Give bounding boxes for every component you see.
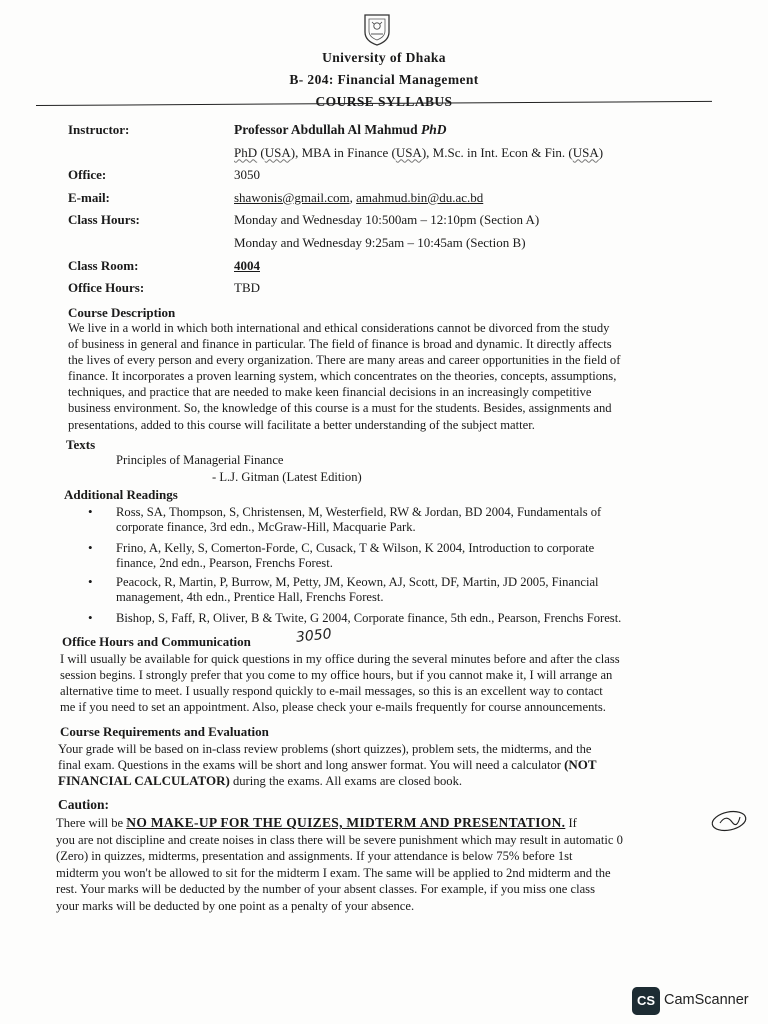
reading-line: corporate finance, 3rd edn., McGraw-Hill, Macquarie Park.: [116, 520, 416, 535]
university-name: University of Dhaka: [322, 50, 446, 65]
caution-line: your marks will be deducted by one point as a penalty of your absence.: [56, 898, 415, 913]
paragraph-line: me if you need to set an appointment. Also, please check your e-mails frequently for course announcements.: [60, 700, 606, 715]
office-label: Office:: [68, 167, 107, 183]
office-row: [68, 167, 688, 190]
course-requirements-text: [58, 741, 718, 789]
instructor-row: [68, 122, 688, 145]
bullet-icon: •: [88, 540, 93, 555]
bullet-icon: •: [88, 574, 93, 589]
course-code-title: B- 204: Financial Management: [289, 72, 479, 87]
email-label: E-mail:: [68, 189, 110, 205]
office-hours-communication-text: [60, 651, 720, 715]
class-hours-row: [68, 212, 688, 235]
class-room-row: [68, 258, 688, 281]
class-hours-section-a: Monday and Wednesday 10:500am – 12:10pm (Section A): [234, 212, 540, 228]
email-values: shawonis@gmail.com, amahmud.bin@du.ac.bd: [234, 189, 484, 205]
office-hours-value: TBD: [234, 280, 260, 296]
instructor-label: Instructor:: [68, 122, 130, 137]
paragraph-line: presentations, added to this course will facilitate a better understanding of the subject matter.: [68, 417, 535, 432]
paragraph-line: final exam. Questions in the exams will be short and long answer format. You will need a calculator (NOT: [58, 757, 597, 773]
reading-line: Peacock, R, Martin, P, Burrow, M, Petty, JM, Keown, AJ, Scott, DF, Martin, JD 2005, Financial: [116, 575, 599, 589]
university-crest-icon: [362, 12, 392, 46]
document-title: COURSE SYLLABUS: [315, 94, 453, 109]
reading-line: finance, 2nd edn., Pearson, Frenchs Forest.: [116, 556, 333, 571]
textbook-author: - L.J. Gitman (Latest Edition): [212, 470, 362, 484]
paragraph-line: Your grade will be based on in-class review problems (short quizzes), problem sets, the midterms, and the: [58, 742, 592, 756]
class-room-label: Class Room:: [68, 257, 139, 273]
paragraph-line: business environment. So, the knowledge of this course is a must for the students. Besides, assignments and: [68, 401, 612, 416]
handwritten-note: 3050: [295, 626, 333, 646]
bullet-icon: •: [88, 504, 93, 519]
reading-line: Bishop, S, Faff, R, Oliver, B & Twite, G 2004, Corporate finance, 5th edn., Pearson, Frenchs Forest.: [116, 611, 622, 625]
reading-line: Frino, A, Kelly, S, Comerton-Forde, C, Cusack, T & Wilson, K 2004, Introduction to corporate: [116, 541, 595, 555]
no-makeup-notice: NO MAKE-UP FOR THE QUIZES, MIDTERM AND PRESENTATION.: [126, 815, 566, 830]
caution-line: (Zero) in quizzes, midterms, presentation and assignments. If your attendance is below 75% before 1st: [56, 849, 573, 863]
paragraph-line: alternative time to meet. I usually respond quickly to e-mail messages, so this is an excellent way to contact: [60, 684, 603, 699]
paragraph-line: techniques, and practice that are needed to make keen financial decisions in an increasingly competitive: [68, 385, 592, 400]
caution-heading: Caution:: [58, 797, 110, 812]
email-link-gmail[interactable]: shawonis@gmail.com: [234, 189, 350, 205]
reading-line: management, 4th edn., Prentice Hall, Frenchs Forest.: [116, 590, 384, 605]
handwritten-circle-mark-icon: [706, 809, 750, 833]
course-requirements-heading: Course Requirements and Evaluation: [60, 724, 269, 739]
office-hours-communication-heading: Office Hours and Communication: [62, 634, 251, 649]
caution-line: rest. Your marks will be deducted by the number of your absent classes. For example, if you miss one class: [56, 882, 595, 896]
paragraph-line: the lives of every person and every organization. There are many areas and career opportunities in the field of: [68, 353, 621, 368]
paragraph-line: FINANCIAL CALCULATOR) during the exams. All exams are closed book.: [58, 773, 463, 789]
office-value: 3050: [234, 167, 260, 183]
paragraph-line: session begins. I strongly prefer that you come to my office hours, but if you cannot make it, I will arrange an: [60, 668, 613, 683]
reading-line: Ross, SA, Thompson, S, Christensen, M, Westerfield, RW & Jordan, BD 2004, Fundamentals of: [116, 505, 602, 519]
camscanner-logo-icon: CS: [632, 987, 660, 1015]
additional-readings-heading: Additional Readings: [64, 487, 178, 502]
bullet-icon: •: [88, 610, 93, 625]
email-row: [68, 190, 688, 213]
texts-heading: Texts: [66, 437, 96, 452]
caution-line: midterm you won't be allowed to sit for the midterm I exam. The same will be applied to 2nd midterm and the: [56, 865, 611, 880]
course-description-heading: Course Description: [68, 305, 176, 320]
instructor-name: Professor Abdullah Al Mahmud PhD: [234, 122, 447, 137]
class-room-value: 4004: [234, 257, 260, 273]
class-hours-label: Class Hours:: [68, 212, 140, 228]
email-link-du[interactable]: amahmud.bin@du.ac.bd: [356, 189, 484, 205]
paragraph-line: finance. It incorporates a proven learning system, which concentrates on the theories, concepts, assumptions,: [68, 369, 617, 384]
caution-line: you are not discipline and create noises in class there will be severe punishment which may result in automatic 0: [56, 832, 623, 847]
office-hours-label: Office Hours:: [68, 280, 145, 296]
paragraph-line: I will usually be available for quick questions in my office during the several minutes before and after the class: [60, 652, 620, 666]
caution-line: There will be NO MAKE-UP FOR THE QUIZES, MIDTERM AND PRESENTATION. If: [56, 815, 577, 830]
textbook-title: Principles of Managerial Finance: [116, 453, 284, 467]
degrees-row: [68, 145, 688, 168]
office-hours-row: [68, 280, 688, 303]
caution-text: [56, 815, 716, 914]
course-description-text: [68, 320, 708, 433]
class-hours-row-b: [68, 235, 688, 258]
paragraph-line: of business in general and finance in particular. The field of finance is broad and dynamic. It directly affects: [68, 337, 612, 352]
paragraph-line: We live in a world in which both international and ethical considerations cannot be divorced from the study: [68, 321, 610, 335]
class-hours-section-b: Monday and Wednesday 9:25am – 10:45am (Section B): [234, 234, 526, 250]
course-info-table: [68, 122, 688, 303]
instructor-degrees: PhD (USA), MBA in Finance (USA), M.Sc. in Int. Econ & Fin. (USA): [234, 144, 604, 160]
camscanner-label: CamScanner: [664, 992, 749, 1008]
